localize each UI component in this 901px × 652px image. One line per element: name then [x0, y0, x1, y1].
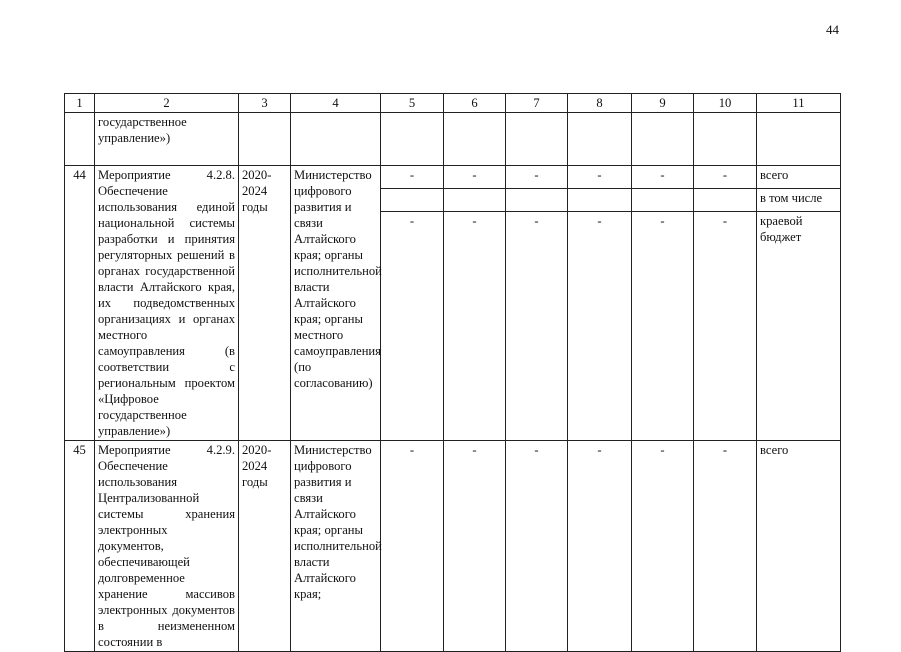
header-col-7: 7	[506, 94, 568, 113]
measure-description: Мероприятие 4.2.9. Обеспечение использования Централизованной системы хранения электронных документов, обеспечивающей долговременное хранение массивов электронных документов в неизмененном состоянии в	[95, 441, 239, 652]
funding-source-label: краевой бюджет	[757, 212, 841, 441]
header-col-11: 11	[757, 94, 841, 113]
value-cell: -	[444, 212, 506, 441]
executor: Министерство цифрового развития и связи Алтайского края; органы исполнительной власти Алтайского края;	[291, 441, 381, 652]
value-cell: -	[694, 441, 757, 652]
page-number: 44	[826, 22, 839, 37]
header-col-10: 10	[694, 94, 757, 113]
funding-source-label: в том числе	[757, 189, 841, 212]
funding-source-label: всего	[757, 166, 841, 189]
period-years: 2020-2024 годы	[239, 441, 291, 652]
row-number: 45	[65, 441, 95, 652]
value-cell	[568, 189, 632, 212]
funding-source-label: всего	[757, 441, 841, 652]
value-cell: -	[381, 212, 444, 441]
value-cell: -	[444, 441, 506, 652]
value-cell: -	[568, 212, 632, 441]
continuation-row	[65, 113, 841, 166]
row-number: 44	[65, 166, 95, 441]
value-cell: -	[632, 441, 694, 652]
value-cell	[444, 189, 506, 212]
value-cell: -	[506, 441, 568, 652]
continuation-text: государственное управление»)	[95, 113, 239, 166]
header-col-9: 9	[632, 94, 694, 113]
value-cell: -	[694, 212, 757, 441]
value-cell: -	[381, 166, 444, 189]
program-measures-table	[64, 93, 841, 652]
header-col-4: 4	[291, 94, 381, 113]
value-cell: -	[632, 212, 694, 441]
value-cell: -	[381, 441, 444, 652]
header-col-2: 2	[95, 94, 239, 113]
value-cell: -	[568, 166, 632, 189]
value-cell: -	[568, 441, 632, 652]
header-col-8: 8	[568, 94, 632, 113]
period-years: 2020-2024 годы	[239, 166, 291, 441]
value-cell: -	[506, 212, 568, 441]
value-cell: -	[444, 166, 506, 189]
value-cell: -	[506, 166, 568, 189]
value-cell: -	[694, 166, 757, 189]
value-cell	[694, 189, 757, 212]
measure-description: Мероприятие 4.2.8. Обеспечение использования единой национальной системы разработки и принятия регуляторных решений в органах государственной власти Алтайского края, их подведомственных организациях и органах местного самоуправления (в соответствии с региональным проектом «Цифровое государственное управление»)	[95, 166, 239, 441]
header-col-5: 5	[381, 94, 444, 113]
header-col-6: 6	[444, 94, 506, 113]
value-cell	[506, 189, 568, 212]
header-col-1: 1	[65, 94, 95, 113]
table-row-45	[65, 441, 841, 652]
value-cell	[381, 189, 444, 212]
table-row-44	[65, 166, 841, 189]
value-cell	[632, 189, 694, 212]
value-cell: -	[632, 166, 694, 189]
header-row	[65, 94, 841, 113]
executor: Министерство цифрового развития и связи Алтайского края; органы исполнительной власти Алтайского края; органы местного самоуправления (по согласованию)	[291, 166, 381, 441]
header-col-3: 3	[239, 94, 291, 113]
